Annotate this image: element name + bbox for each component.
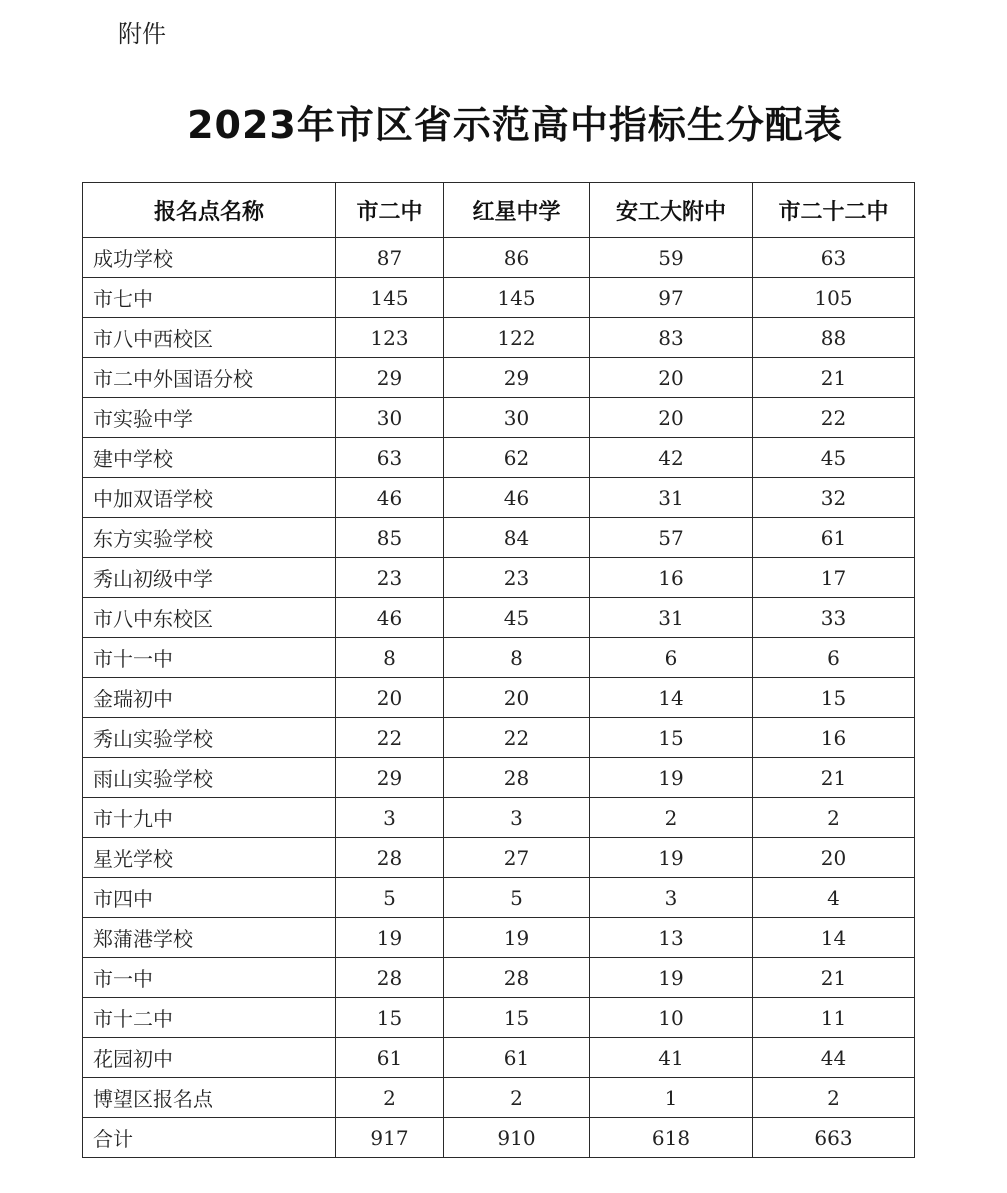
table-row [83, 878, 915, 918]
quota-cell: 19 [590, 838, 753, 878]
quota-cell: 28 [336, 958, 444, 998]
table-row [83, 558, 915, 598]
site-name-cell: 金瑞初中 [83, 678, 336, 718]
quota-cell: 61 [753, 518, 915, 558]
table-row [83, 678, 915, 718]
quota-cell: 122 [444, 318, 590, 358]
quota-cell: 45 [753, 438, 915, 478]
site-name-cell: 市十二中 [83, 998, 336, 1038]
table-row [83, 238, 915, 278]
quota-cell: 20 [753, 838, 915, 878]
header-cell-school-4: 市二十二中 [753, 183, 915, 238]
quota-cell: 5 [444, 878, 590, 918]
site-name-cell: 博望区报名点 [83, 1078, 336, 1118]
site-name-cell: 市四中 [83, 878, 336, 918]
quota-cell: 14 [590, 678, 753, 718]
quota-cell: 105 [753, 278, 915, 318]
quota-cell: 46 [444, 478, 590, 518]
site-name-cell: 郑蒲港学校 [83, 918, 336, 958]
site-name-cell: 秀山实验学校 [83, 718, 336, 758]
quota-cell: 15 [336, 998, 444, 1038]
quota-cell: 20 [590, 358, 753, 398]
site-name-cell: 花园初中 [83, 1038, 336, 1078]
quota-cell: 663 [753, 1118, 915, 1158]
quota-cell: 42 [590, 438, 753, 478]
quota-cell: 8 [336, 638, 444, 678]
quota-cell: 16 [590, 558, 753, 598]
quota-cell: 3 [444, 798, 590, 838]
table-row [83, 398, 915, 438]
table-row [83, 1038, 915, 1078]
quota-cell: 57 [590, 518, 753, 558]
quota-cell: 618 [590, 1118, 753, 1158]
table-row [83, 758, 915, 798]
quota-cell: 19 [444, 918, 590, 958]
quota-cell: 15 [444, 998, 590, 1038]
document-title: 2023年市区省示范高中指标生分配表 [187, 103, 843, 147]
header-cell-school-1: 市二中 [336, 183, 444, 238]
quota-cell: 83 [590, 318, 753, 358]
quota-cell: 20 [590, 398, 753, 438]
quota-cell: 62 [444, 438, 590, 478]
table-body [83, 238, 915, 1158]
quota-cell: 32 [753, 478, 915, 518]
quota-cell: 28 [444, 958, 590, 998]
quota-cell: 6 [590, 638, 753, 678]
header-row [83, 183, 915, 238]
quota-cell: 10 [590, 998, 753, 1038]
quota-cell: 8 [444, 638, 590, 678]
total-row [83, 1118, 915, 1158]
table-row [83, 958, 915, 998]
table-row [83, 278, 915, 318]
quota-cell: 21 [753, 758, 915, 798]
site-name-cell: 成功学校 [83, 238, 336, 278]
quota-cell: 84 [444, 518, 590, 558]
quota-cell: 88 [753, 318, 915, 358]
attachment-label: 附件 [118, 20, 166, 48]
quota-cell: 17 [753, 558, 915, 598]
site-name-cell: 东方实验学校 [83, 518, 336, 558]
quota-cell: 123 [336, 318, 444, 358]
quota-cell: 46 [336, 598, 444, 638]
table-row [83, 318, 915, 358]
quota-cell: 45 [444, 598, 590, 638]
site-name-cell: 市一中 [83, 958, 336, 998]
quota-cell: 23 [444, 558, 590, 598]
quota-cell: 30 [336, 398, 444, 438]
table-row [83, 438, 915, 478]
site-name-cell: 秀山初级中学 [83, 558, 336, 598]
quota-cell: 20 [444, 678, 590, 718]
site-name-cell: 市十一中 [83, 638, 336, 678]
site-name-cell: 市八中西校区 [83, 318, 336, 358]
quota-cell: 15 [753, 678, 915, 718]
quota-cell: 1 [590, 1078, 753, 1118]
quota-cell: 22 [753, 398, 915, 438]
site-name-cell: 合计 [83, 1118, 336, 1158]
quota-cell: 61 [336, 1038, 444, 1078]
quota-cell: 87 [336, 238, 444, 278]
quota-cell: 59 [590, 238, 753, 278]
quota-cell: 33 [753, 598, 915, 638]
quota-cell: 23 [336, 558, 444, 598]
quota-cell: 2 [753, 1078, 915, 1118]
allocation-table [82, 182, 915, 1158]
quota-cell: 30 [444, 398, 590, 438]
quota-cell: 3 [590, 878, 753, 918]
quota-cell: 917 [336, 1118, 444, 1158]
site-name-cell: 雨山实验学校 [83, 758, 336, 798]
quota-cell: 21 [753, 358, 915, 398]
quota-cell: 86 [444, 238, 590, 278]
quota-cell: 15 [590, 718, 753, 758]
header-cell-school-2: 红星中学 [444, 183, 590, 238]
quota-cell: 29 [336, 358, 444, 398]
quota-cell: 44 [753, 1038, 915, 1078]
quota-cell: 19 [336, 918, 444, 958]
header-cell-site: 报名点名称 [83, 183, 336, 238]
quota-cell: 61 [444, 1038, 590, 1078]
quota-cell: 28 [336, 838, 444, 878]
table-row [83, 1078, 915, 1118]
quota-cell: 41 [590, 1038, 753, 1078]
site-name-cell: 市二中外国语分校 [83, 358, 336, 398]
table-row [83, 718, 915, 758]
table-row [83, 518, 915, 558]
site-name-cell: 星光学校 [83, 838, 336, 878]
quota-cell: 13 [590, 918, 753, 958]
site-name-cell: 中加双语学校 [83, 478, 336, 518]
quota-cell: 29 [336, 758, 444, 798]
table-row [83, 918, 915, 958]
quota-cell: 145 [336, 278, 444, 318]
quota-cell: 28 [444, 758, 590, 798]
quota-cell: 97 [590, 278, 753, 318]
quota-cell: 5 [336, 878, 444, 918]
quota-cell: 2 [444, 1078, 590, 1118]
quota-cell: 145 [444, 278, 590, 318]
quota-cell: 2 [590, 798, 753, 838]
quota-cell: 11 [753, 998, 915, 1038]
table-row [83, 598, 915, 638]
quota-cell: 19 [590, 958, 753, 998]
quota-cell: 22 [444, 718, 590, 758]
table-row [83, 798, 915, 838]
site-name-cell: 建中学校 [83, 438, 336, 478]
quota-cell: 3 [336, 798, 444, 838]
quota-cell: 2 [336, 1078, 444, 1118]
quota-cell: 63 [336, 438, 444, 478]
header-cell-school-3: 安工大附中 [590, 183, 753, 238]
quota-cell: 6 [753, 638, 915, 678]
quota-cell: 14 [753, 918, 915, 958]
quota-cell: 20 [336, 678, 444, 718]
site-name-cell: 市七中 [83, 278, 336, 318]
quota-cell: 46 [336, 478, 444, 518]
table-row [83, 838, 915, 878]
quota-cell: 85 [336, 518, 444, 558]
quota-cell: 21 [753, 958, 915, 998]
quota-cell: 22 [336, 718, 444, 758]
quota-cell: 2 [753, 798, 915, 838]
quota-cell: 29 [444, 358, 590, 398]
quota-cell: 31 [590, 598, 753, 638]
quota-cell: 27 [444, 838, 590, 878]
quota-cell: 16 [753, 718, 915, 758]
site-name-cell: 市八中东校区 [83, 598, 336, 638]
quota-cell: 63 [753, 238, 915, 278]
quota-cell: 31 [590, 478, 753, 518]
site-name-cell: 市十九中 [83, 798, 336, 838]
site-name-cell: 市实验中学 [83, 398, 336, 438]
table-row [83, 998, 915, 1038]
table-row [83, 638, 915, 678]
table-row [83, 478, 915, 518]
quota-cell: 910 [444, 1118, 590, 1158]
table-row [83, 358, 915, 398]
quota-cell: 4 [753, 878, 915, 918]
quota-cell: 19 [590, 758, 753, 798]
